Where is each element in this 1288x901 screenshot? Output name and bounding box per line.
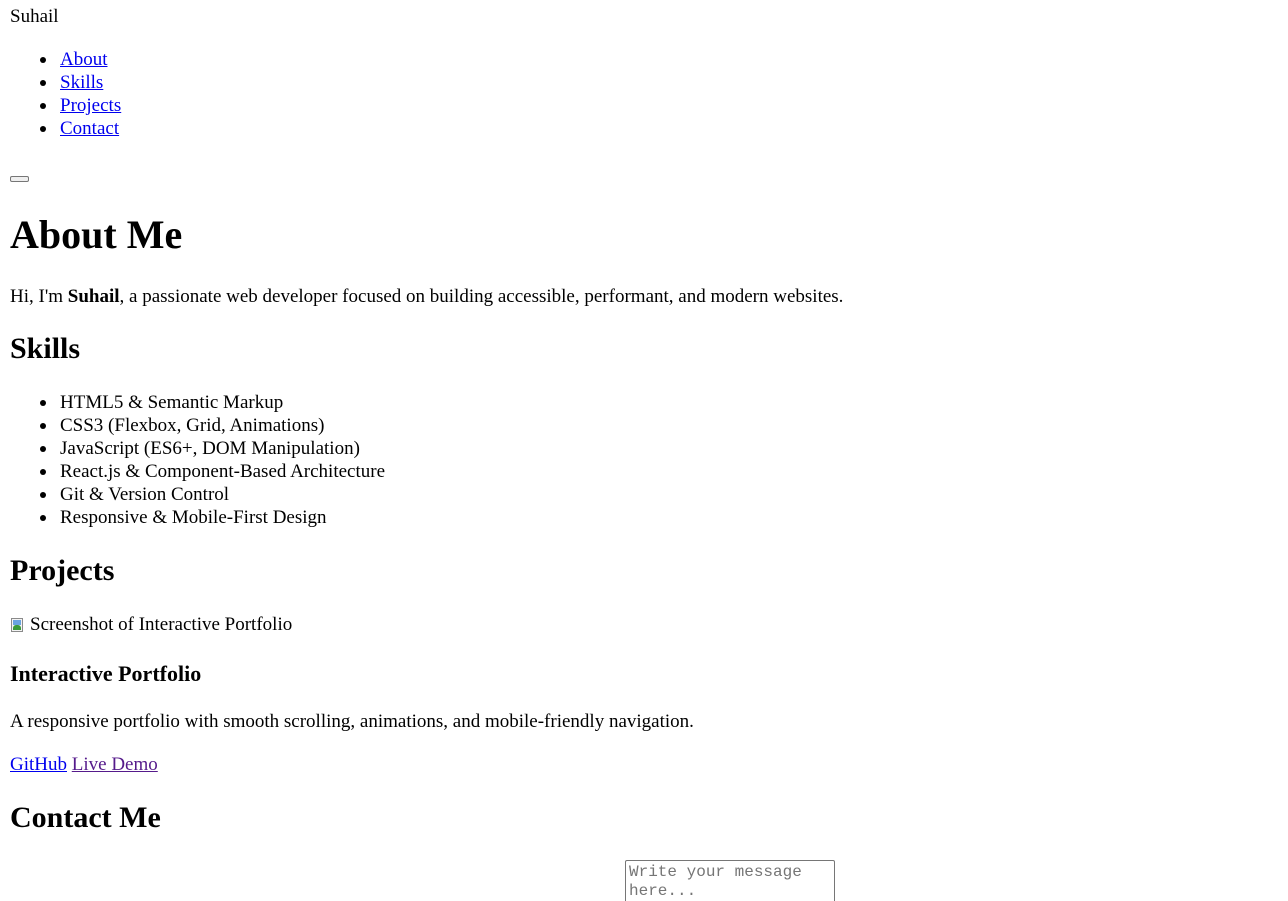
project-image-alt: Screenshot of Interactive Portfolio [30, 614, 293, 635]
about-title: About Me [10, 212, 183, 257]
skills-list [0, 391, 385, 529]
github-link[interactable]: GitHub [10, 754, 67, 775]
menu-toggle-button[interactable] [10, 176, 29, 182]
skill-item: CSS3 (Flexbox, Grid, Animations) [0, 414, 385, 437]
nav-link-skills[interactable]: Skills [60, 72, 104, 93]
brand-name: Suhail [10, 6, 59, 27]
nav-link-contact[interactable]: Contact [60, 118, 120, 139]
about-intro-after: , a passionate web developer focused on building accessible, performant, and modern websites. [119, 286, 844, 307]
project-name: Interactive Portfolio [10, 661, 202, 686]
main-nav [0, 48, 121, 140]
project-image [10, 613, 292, 636]
skill-item: React.js & Component-Based Architecture [0, 460, 385, 483]
skill-item: JavaScript (ES6+, DOM Manipulation) [0, 437, 385, 460]
nav-item-skills [0, 71, 121, 94]
message-textarea[interactable] [625, 860, 835, 901]
nav-item-contact [0, 117, 121, 140]
project-links [10, 753, 158, 776]
nav-item-projects [0, 94, 121, 117]
project-description: A responsive portfolio with smooth scrolling, animations, and mobile-friendly navigation. [10, 711, 694, 732]
about-intro-before: Hi, I'm [10, 286, 68, 307]
projects-title: Projects [10, 554, 115, 587]
nav-item-about [0, 48, 121, 71]
broken-image-icon [10, 617, 26, 633]
nav-link-about[interactable]: About [60, 49, 108, 70]
skill-item: Responsive & Mobile-First Design [0, 506, 385, 529]
live-demo-link[interactable]: Live Demo [71, 754, 158, 775]
nav-link-projects[interactable]: Projects [60, 95, 122, 116]
contact-title: Contact Me [10, 801, 161, 834]
about-name: Suhail [67, 286, 120, 307]
skill-item: HTML5 & Semantic Markup [0, 391, 385, 414]
skills-title: Skills [10, 332, 81, 365]
about-intro [10, 285, 843, 308]
skill-item: Git & Version Control [0, 483, 385, 506]
